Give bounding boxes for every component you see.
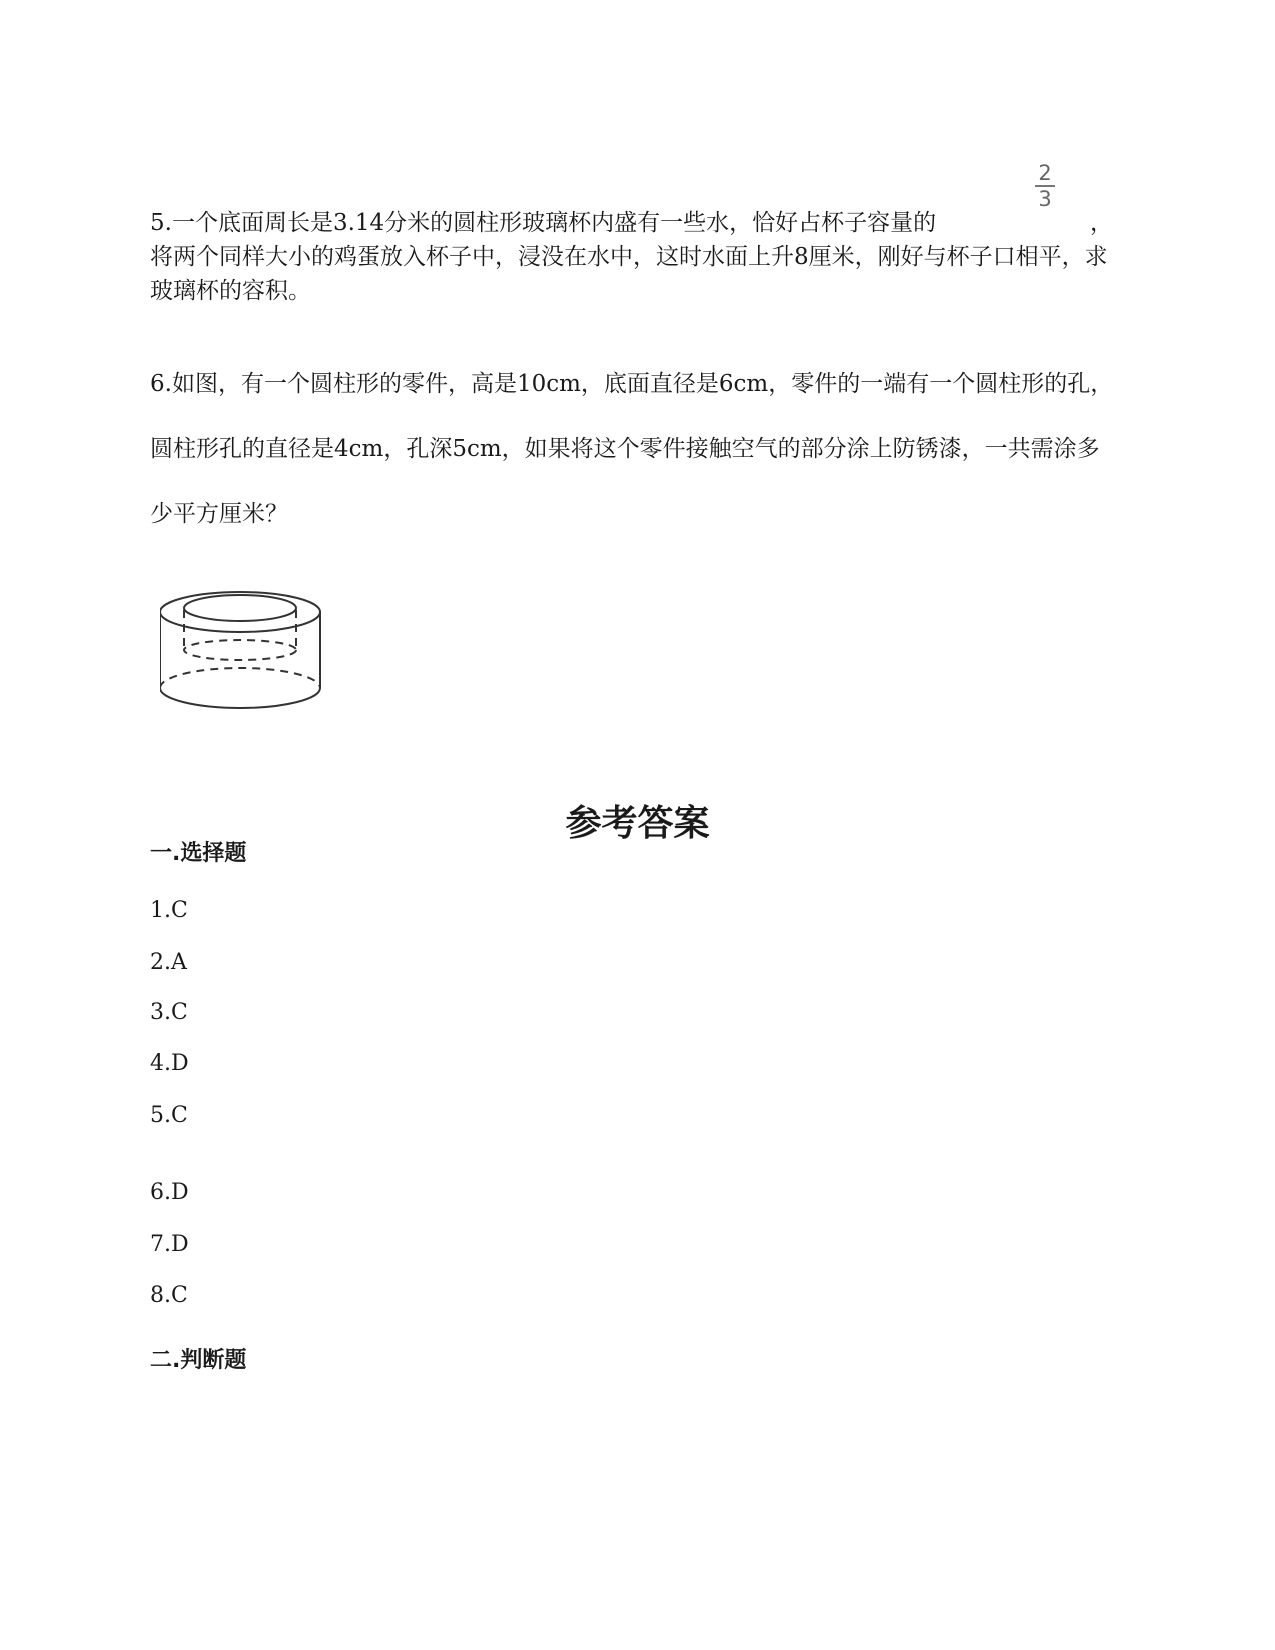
answer-item: 5.C bbox=[150, 1103, 188, 1128]
question-5-rest: 将两个同样大小的鸡蛋放入杯子中，浸没在水中，这时水面上升8厘米，刚好与杯子口相平，求玻璃杯的容积。 bbox=[150, 244, 1108, 304]
answer-item: 6.D bbox=[150, 1180, 189, 1205]
outer-bottom-back bbox=[160, 668, 320, 688]
section-judgement-title: 二.判断题 bbox=[150, 1348, 247, 1373]
question-5-comma: ， bbox=[1090, 210, 1113, 236]
fraction-numerator: 2 bbox=[1038, 161, 1052, 185]
answer-item: 1.C bbox=[150, 898, 188, 923]
question-5 bbox=[150, 206, 1120, 308]
hole-bottom-ellipse bbox=[184, 640, 296, 660]
answer-item: 2.A bbox=[150, 950, 187, 975]
question-6: 6.如图，有一个圆柱形的零件，高是10cm，底面直径是6cm，零件的一端有一个圆柱形的孔，圆柱形孔的直径是4cm，孔深5cm，如果将这个零件接触空气的部分涂上防锈漆，一共需涂多少平方厘米？ bbox=[150, 371, 1114, 527]
question-5-line1: 5.一个底面周长是3.14分米的圆柱形玻璃杯内盛有一些水，恰好占杯子容量的 bbox=[150, 210, 937, 236]
answer-title: 参考答案 bbox=[565, 803, 710, 844]
answer-item: 8.C bbox=[150, 1283, 188, 1308]
section-choice-title: 一.选择题 bbox=[150, 841, 247, 866]
hole-top-ellipse bbox=[184, 595, 296, 621]
answer-item: 7.D bbox=[150, 1232, 189, 1257]
fraction-denominator: 3 bbox=[1038, 186, 1052, 211]
cylinder-with-hole-diagram bbox=[160, 590, 340, 720]
answer-item: 3.C bbox=[150, 1000, 188, 1025]
answer-item: 4.D bbox=[150, 1051, 189, 1076]
outer-bottom-front bbox=[160, 688, 320, 708]
fraction-two-thirds bbox=[1030, 162, 1060, 210]
